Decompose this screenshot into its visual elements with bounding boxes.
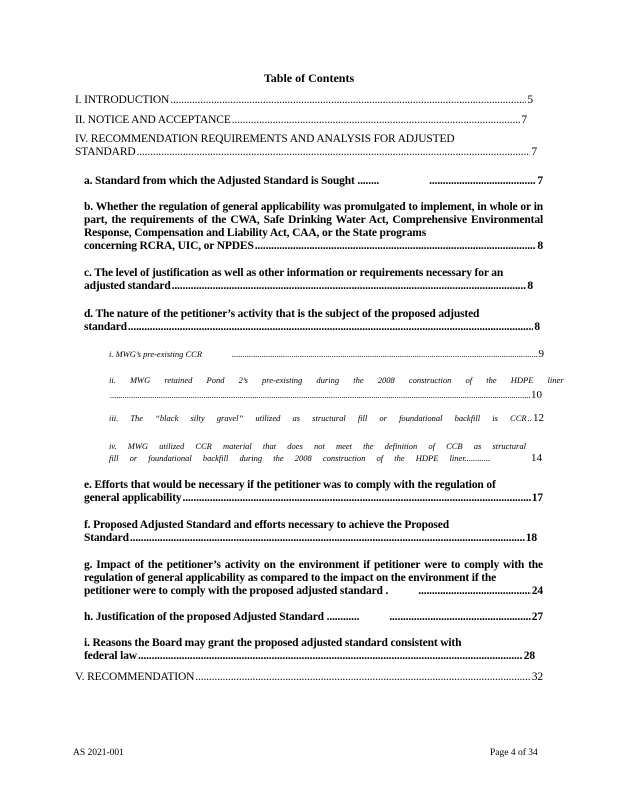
toc-title: Table of Contents [263, 71, 355, 85]
toc-entry-d-iv[interactable] [109, 440, 542, 464]
toc-page: 9 [538, 348, 544, 360]
toc-entry-d-iii[interactable] [109, 412, 544, 424]
toc-label-line1: d. The nature of the petitioner’s activity that is the subject of the proposed adjusted [84, 308, 480, 320]
toc-entry-e[interactable] [84, 479, 543, 505]
toc-label: ii. MWG retained Pond 2’s pre-existing during the 2008 construction of the HDPE liner [109, 375, 564, 385]
footer-page-number: Page 4 of 34 [490, 748, 538, 758]
toc-label-line1: iv. MWG utilized CCR material that does not meet the definition of CCB as structural [109, 441, 526, 451]
toc-page: 7 [531, 146, 537, 158]
toc-label: a. Standard from which the Adjusted Standard is Sought ........ [84, 175, 380, 187]
toc-label: iii. The “black silty gravel” utilized as structural fill or foundational backfill is CCR [109, 413, 527, 423]
toc-label-line1: f. Proposed Adjusted Standard and efforts necessary to achieve the Proposed [84, 519, 449, 531]
toc-label: g. Impact of the petitioner’s activity on the environment if petitioner were to comply with the regulation of general applicability as compared to the impact on the environment if the [84, 559, 543, 584]
toc-page: 32 [531, 671, 543, 683]
toc-label-line1: i. Reasons the Board may grant the proposed adjusted standard consistent with [84, 637, 462, 649]
toc-label-line2: STANDARD [75, 146, 136, 158]
toc-entry-d-ii[interactable] [109, 374, 564, 401]
toc-page: 8 [537, 240, 543, 252]
toc-entry-f[interactable] [84, 519, 537, 545]
toc-label-line2: Standard [84, 532, 129, 544]
toc-label-line2: standard [84, 321, 127, 333]
toc-entry-a[interactable] [84, 175, 543, 188]
toc-page: 8 [534, 321, 540, 333]
toc-page: 12 [533, 412, 544, 424]
toc-entry-introduction[interactable] [75, 94, 533, 107]
toc-page: 28 [523, 650, 535, 662]
toc-page: 8 [527, 280, 533, 292]
toc-label: V. RECOMMENDATION [75, 671, 195, 683]
toc-page: 10 [531, 389, 542, 401]
toc-entry-b[interactable] [84, 201, 543, 253]
toc-page: 27 [531, 611, 543, 623]
toc-page: 5 [527, 94, 533, 106]
toc-label-line2: fill or foundational backfill during the 2008 construction of the HDPE liner............ [109, 453, 491, 463]
toc-entry-i[interactable] [84, 637, 535, 663]
toc-page: 7 [537, 175, 543, 187]
toc-label-line2: adjusted standard [84, 280, 171, 292]
toc-label-line2: general applicability [84, 492, 182, 504]
toc-entry-h[interactable] [84, 611, 543, 624]
toc-label-line1: IV. RECOMMENDATION REQUIREMENTS AND ANALYSIS FOR ADJUSTED [75, 133, 455, 145]
toc-page: 7 [521, 114, 527, 126]
toc-label: b. Whether the regulation of general applicability was promulgated to implement, in whole or in part, the requirements of the CWA, Safe Drinking Water Act, Comprehensive Environmental Response, Compensation and Liability Act, CAA, or the State programs [84, 201, 543, 239]
toc-label: h. Justification of the proposed Adjusted Standard ............ [84, 611, 360, 623]
toc-label-last: petitioner were to comply with the proposed adjusted standard . [84, 585, 389, 597]
toc-label: i. MWG’s pre-existing CCR [109, 349, 203, 359]
footer-docket: AS 2021-001 [73, 748, 124, 758]
toc-entry-recommendation-requirements[interactable] [75, 133, 537, 159]
toc-entry-d-i[interactable] [109, 348, 544, 360]
toc-page: 17 [531, 492, 543, 504]
toc-label-line1: c. The level of justification as well as other information or requirements necessary for an [84, 267, 504, 279]
toc-entry-v-recommendation[interactable] [75, 671, 543, 684]
toc-label-last: concerning RCRA, UIC, or NPDES [84, 240, 254, 252]
toc-label-line2: federal law [84, 650, 137, 662]
toc-entry-notice[interactable] [75, 114, 527, 127]
toc-entry-d[interactable] [84, 308, 540, 334]
toc-entry-g[interactable] [84, 559, 543, 598]
toc-page: 24 [531, 585, 543, 597]
toc-page: 18 [525, 532, 537, 544]
toc-entry-c[interactable] [84, 267, 533, 293]
toc-label-line1: e. Efforts that would be necessary if the petitioner was to comply with the regulation of [84, 479, 496, 491]
toc-label: II. NOTICE AND ACCEPTANCE [75, 114, 231, 126]
toc-label: I. INTRODUCTION [75, 94, 170, 106]
toc-page: 14 [531, 452, 542, 464]
